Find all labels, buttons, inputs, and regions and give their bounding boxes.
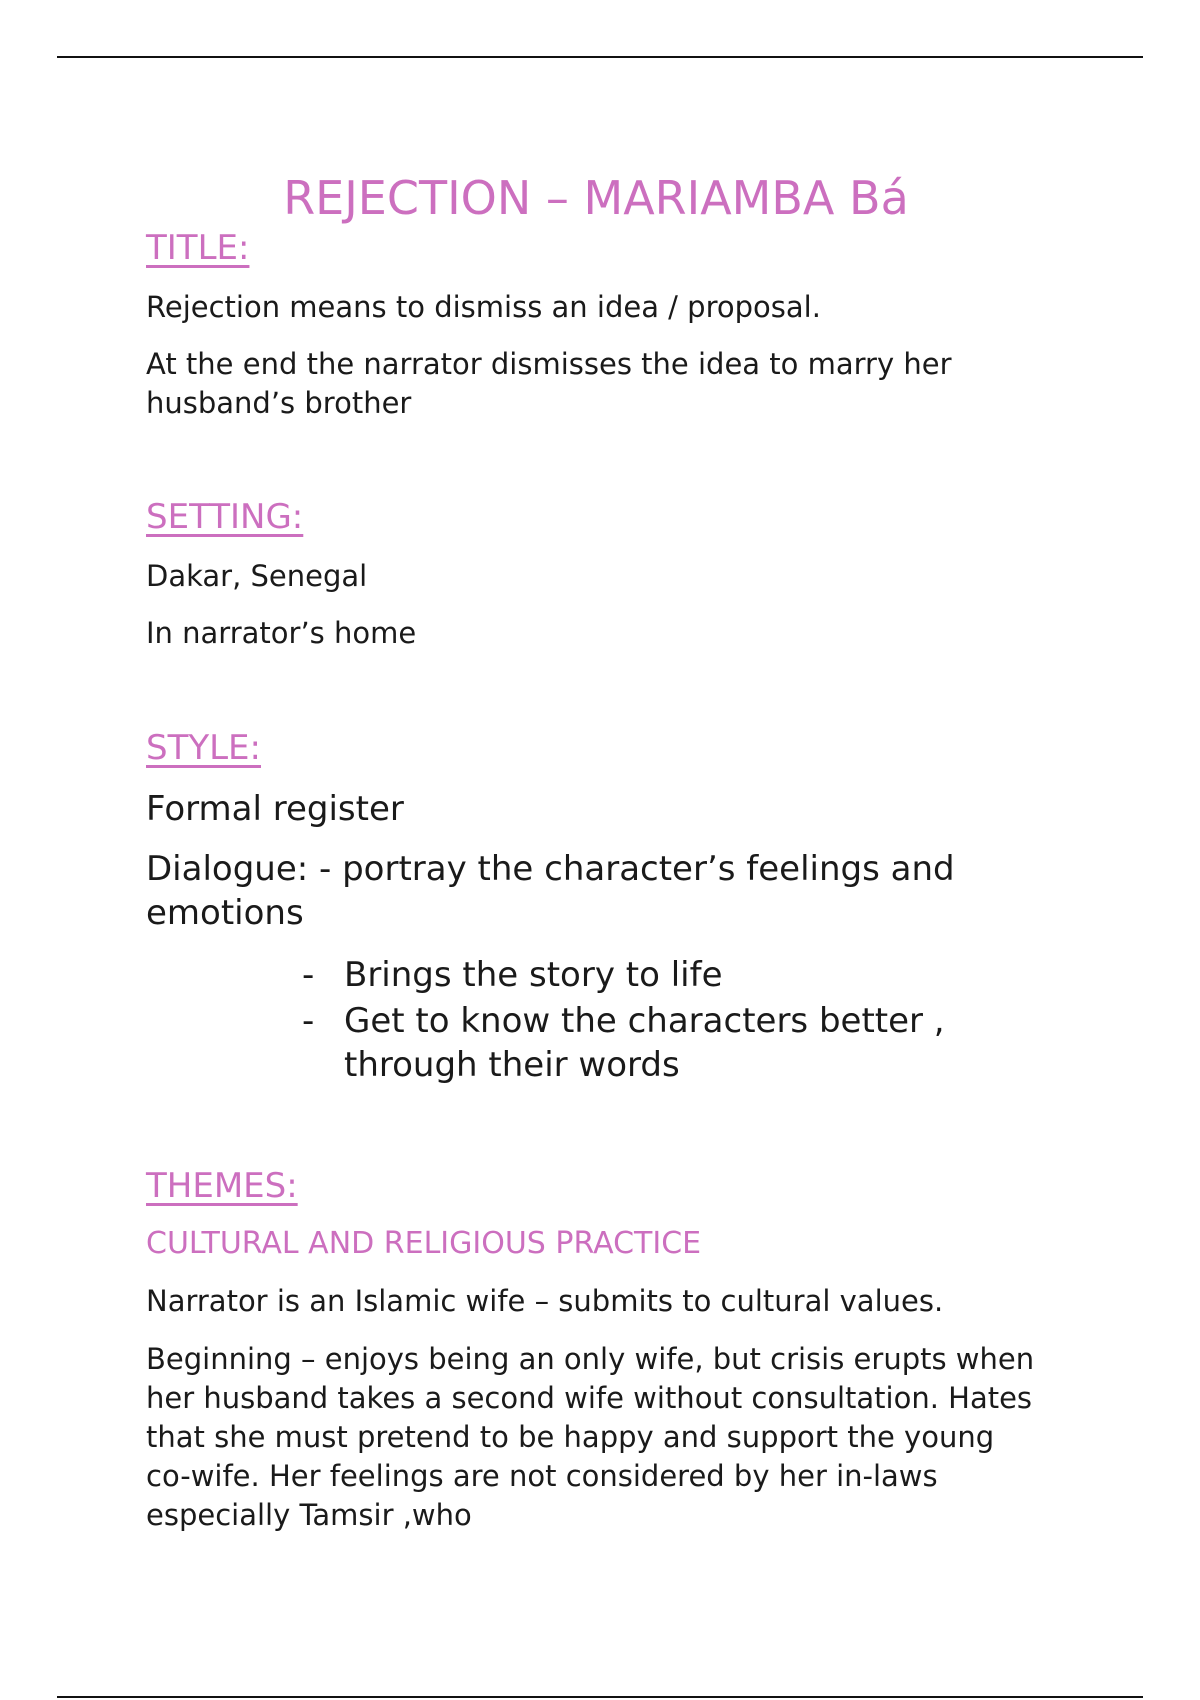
- style-paragraph-1: Formal register: [146, 789, 404, 829]
- themes-subheading: CULTURAL AND RELIGIOUS PRACTICE: [146, 1226, 702, 1261]
- setting-paragraph-2: In narrator’s home: [146, 616, 417, 650]
- list-item: [302, 999, 1022, 1087]
- bullet-text: Get to know the characters better , through their words: [344, 1001, 945, 1085]
- document-title: REJECTION – MARIAMBA Bá: [283, 171, 909, 225]
- bullet-dash: -: [302, 955, 315, 995]
- style-paragraph-2: Dialogue: - portray the character’s feelings and emotions: [146, 849, 955, 933]
- bullet-text: Brings the story to life: [344, 955, 723, 995]
- bottom-rule: [57, 1696, 1143, 1698]
- title-paragraph-1: Rejection means to dismiss an idea / proposal.: [146, 290, 821, 324]
- style-heading: STYLE:: [146, 728, 261, 768]
- themes-heading: THEMES:: [146, 1166, 298, 1206]
- list-item: [302, 953, 1022, 997]
- title-paragraph-2: At the end the narrator dismisses the idea to marry her husband’s brother: [146, 347, 952, 420]
- themes-paragraph-1: Narrator is an Islamic wife – submits to cultural values.: [146, 1284, 944, 1318]
- top-rule: [57, 56, 1143, 58]
- setting-paragraph-1: Dakar, Senegal: [146, 559, 368, 593]
- bullet-dash: -: [302, 1001, 315, 1041]
- themes-paragraph-2: Beginning – enjoys being an only wife, but crisis erupts when her husband takes a second wife without consultation. Hates that she must pretend to be happy and support the young co-wife. Her feelings are not considered by her in-laws especially Tamsir ,who: [146, 1342, 1035, 1532]
- title-heading: TITLE:: [146, 228, 250, 268]
- setting-heading: SETTING:: [146, 497, 304, 537]
- style-bullet-list: [302, 953, 1022, 1089]
